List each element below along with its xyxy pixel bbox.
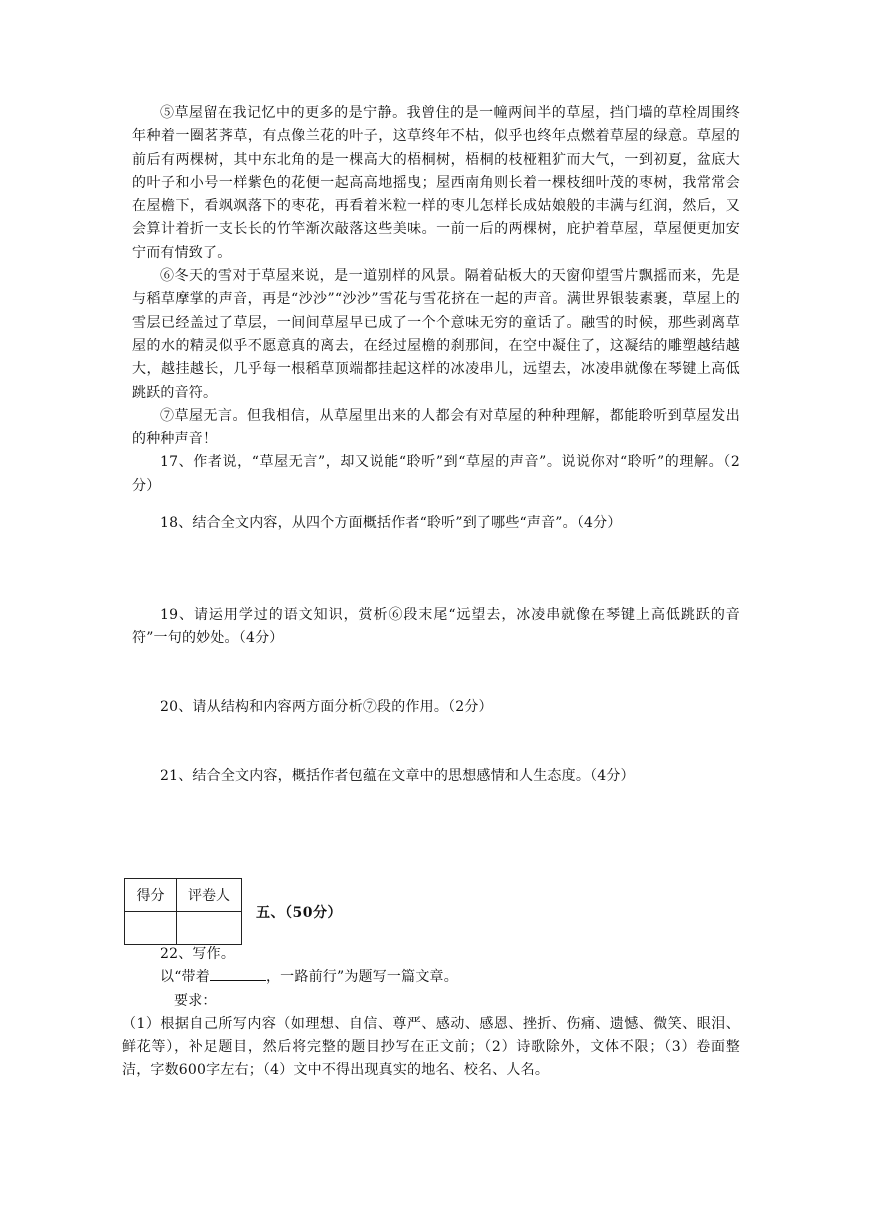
question-17: 17、作者说，“草屋无言”，却又说能“聆听”到“草屋的声音”。说说你对“聆听”的理解。（2分） [132,454,740,494]
prompt-after: ，一路前行”为题写一篇文章。 [265,969,458,986]
score-table [124,878,242,945]
section-five-title: 五、（50分） [256,905,342,921]
requirements-text: （1）根据自己所写内容（如理想、自信、尊严、感动、感恩、挫折、伤痛、遗憾、微笑、眼泪、鲜花等），补足题目，然后将完整的题目抄写在正文前；（2）诗歌除外，文体不限；（3）卷面整洁，字数600字左右；（4）文中不得出现真实的地名、校名、人名。 [122,1015,740,1079]
question-18: 18、结合全文内容，从四个方面概括作者“聆听”到了哪些“声音”。（4分） [160,515,622,531]
question-20: 20、请从结构和内容两方面分析⑦段的作用。（2分） [160,699,493,715]
question-21-block [132,765,740,788]
grader-cell [177,912,242,945]
grader-header: 评卷人 [177,879,242,912]
paragraph-7: ⑦草屋无言。但我相信，从草屋里出来的人都会有对草屋的种种理解，都能聆听到草屋发出的种种声音！ [132,407,740,448]
question-20-block [132,696,740,719]
prompt-before: 以“带着 [160,969,210,986]
writing-section [122,943,740,1083]
score-header: 得分 [125,879,177,912]
question-19: 19、请运用学过的语文知识，赏析⑥段末尾“远望去，冰凌串就像在琴键上高低跳跃的音符”一句的妙处。（4分） [132,607,740,647]
reading-passage [132,102,740,498]
writing-prompt [132,966,740,989]
question-18-block [132,512,740,535]
paragraph-5: ⑤草屋留在我记忆中的更多的是宁静。我曾住的是一幢两间半的草屋，挡门墙的草栓周围终年种着一圈茗荠草，有点像兰花的叶子，这草终年不枯，似乎也终年点燃着草屋的绿意。草屋的前后有两棵树，其中东北角的是一棵高大的梧桐树，梧桐的枝桠粗犷而大气，一到初夏，盆底大的叶子和小号一样紫色的花便一起高高地摇曳；屋西南角则长着一棵枝细叶茂的枣树，我常常会在屋檐下，看飒飒落下的枣花，再看着米粒一样的枣儿怎样长成姑娘般的丰满与红润，然后，又会算计着折一支长长的竹竿渐次敲落这些美味。一前一后的两棵树，庇护着草屋，草屋便更加安宁而有情致了。 [132,105,740,261]
score-cell [125,912,177,945]
title-blank [210,966,266,981]
requirements-label: 要求： [174,992,217,1009]
paragraph-6: ⑥冬天的雪对于草屋来说，是一道别样的风景。隔着砧板大的天窗仰望雪片飘摇而来，先是与稻草摩掌的声音，再是“沙沙”“沙沙”雪花与雪花挤在一起的声音。满世界银装素裹，草屋上的雪层已经盖过了草层，一间间草屋早已成了一个个意味无穷的童话了。融雪的时候，那些剥离草屋的水的精灵似乎不愿意真的离去，在经过屋檐的刹那间，在空中凝住了，这凝结的雕塑越结越大，越挂越长，几乎每一根稻草顶端都挂起这样的冰凌串儿，远望去，冰凌串就像在琴键上高低跳跃的音符。 [132,268,740,401]
question-22: 22、写作。 [160,946,236,962]
question-19-block [132,604,740,651]
question-21: 21、结合全文内容，概括作者包蕴在文章中的思想感情和人生态度。（4分） [160,768,635,784]
